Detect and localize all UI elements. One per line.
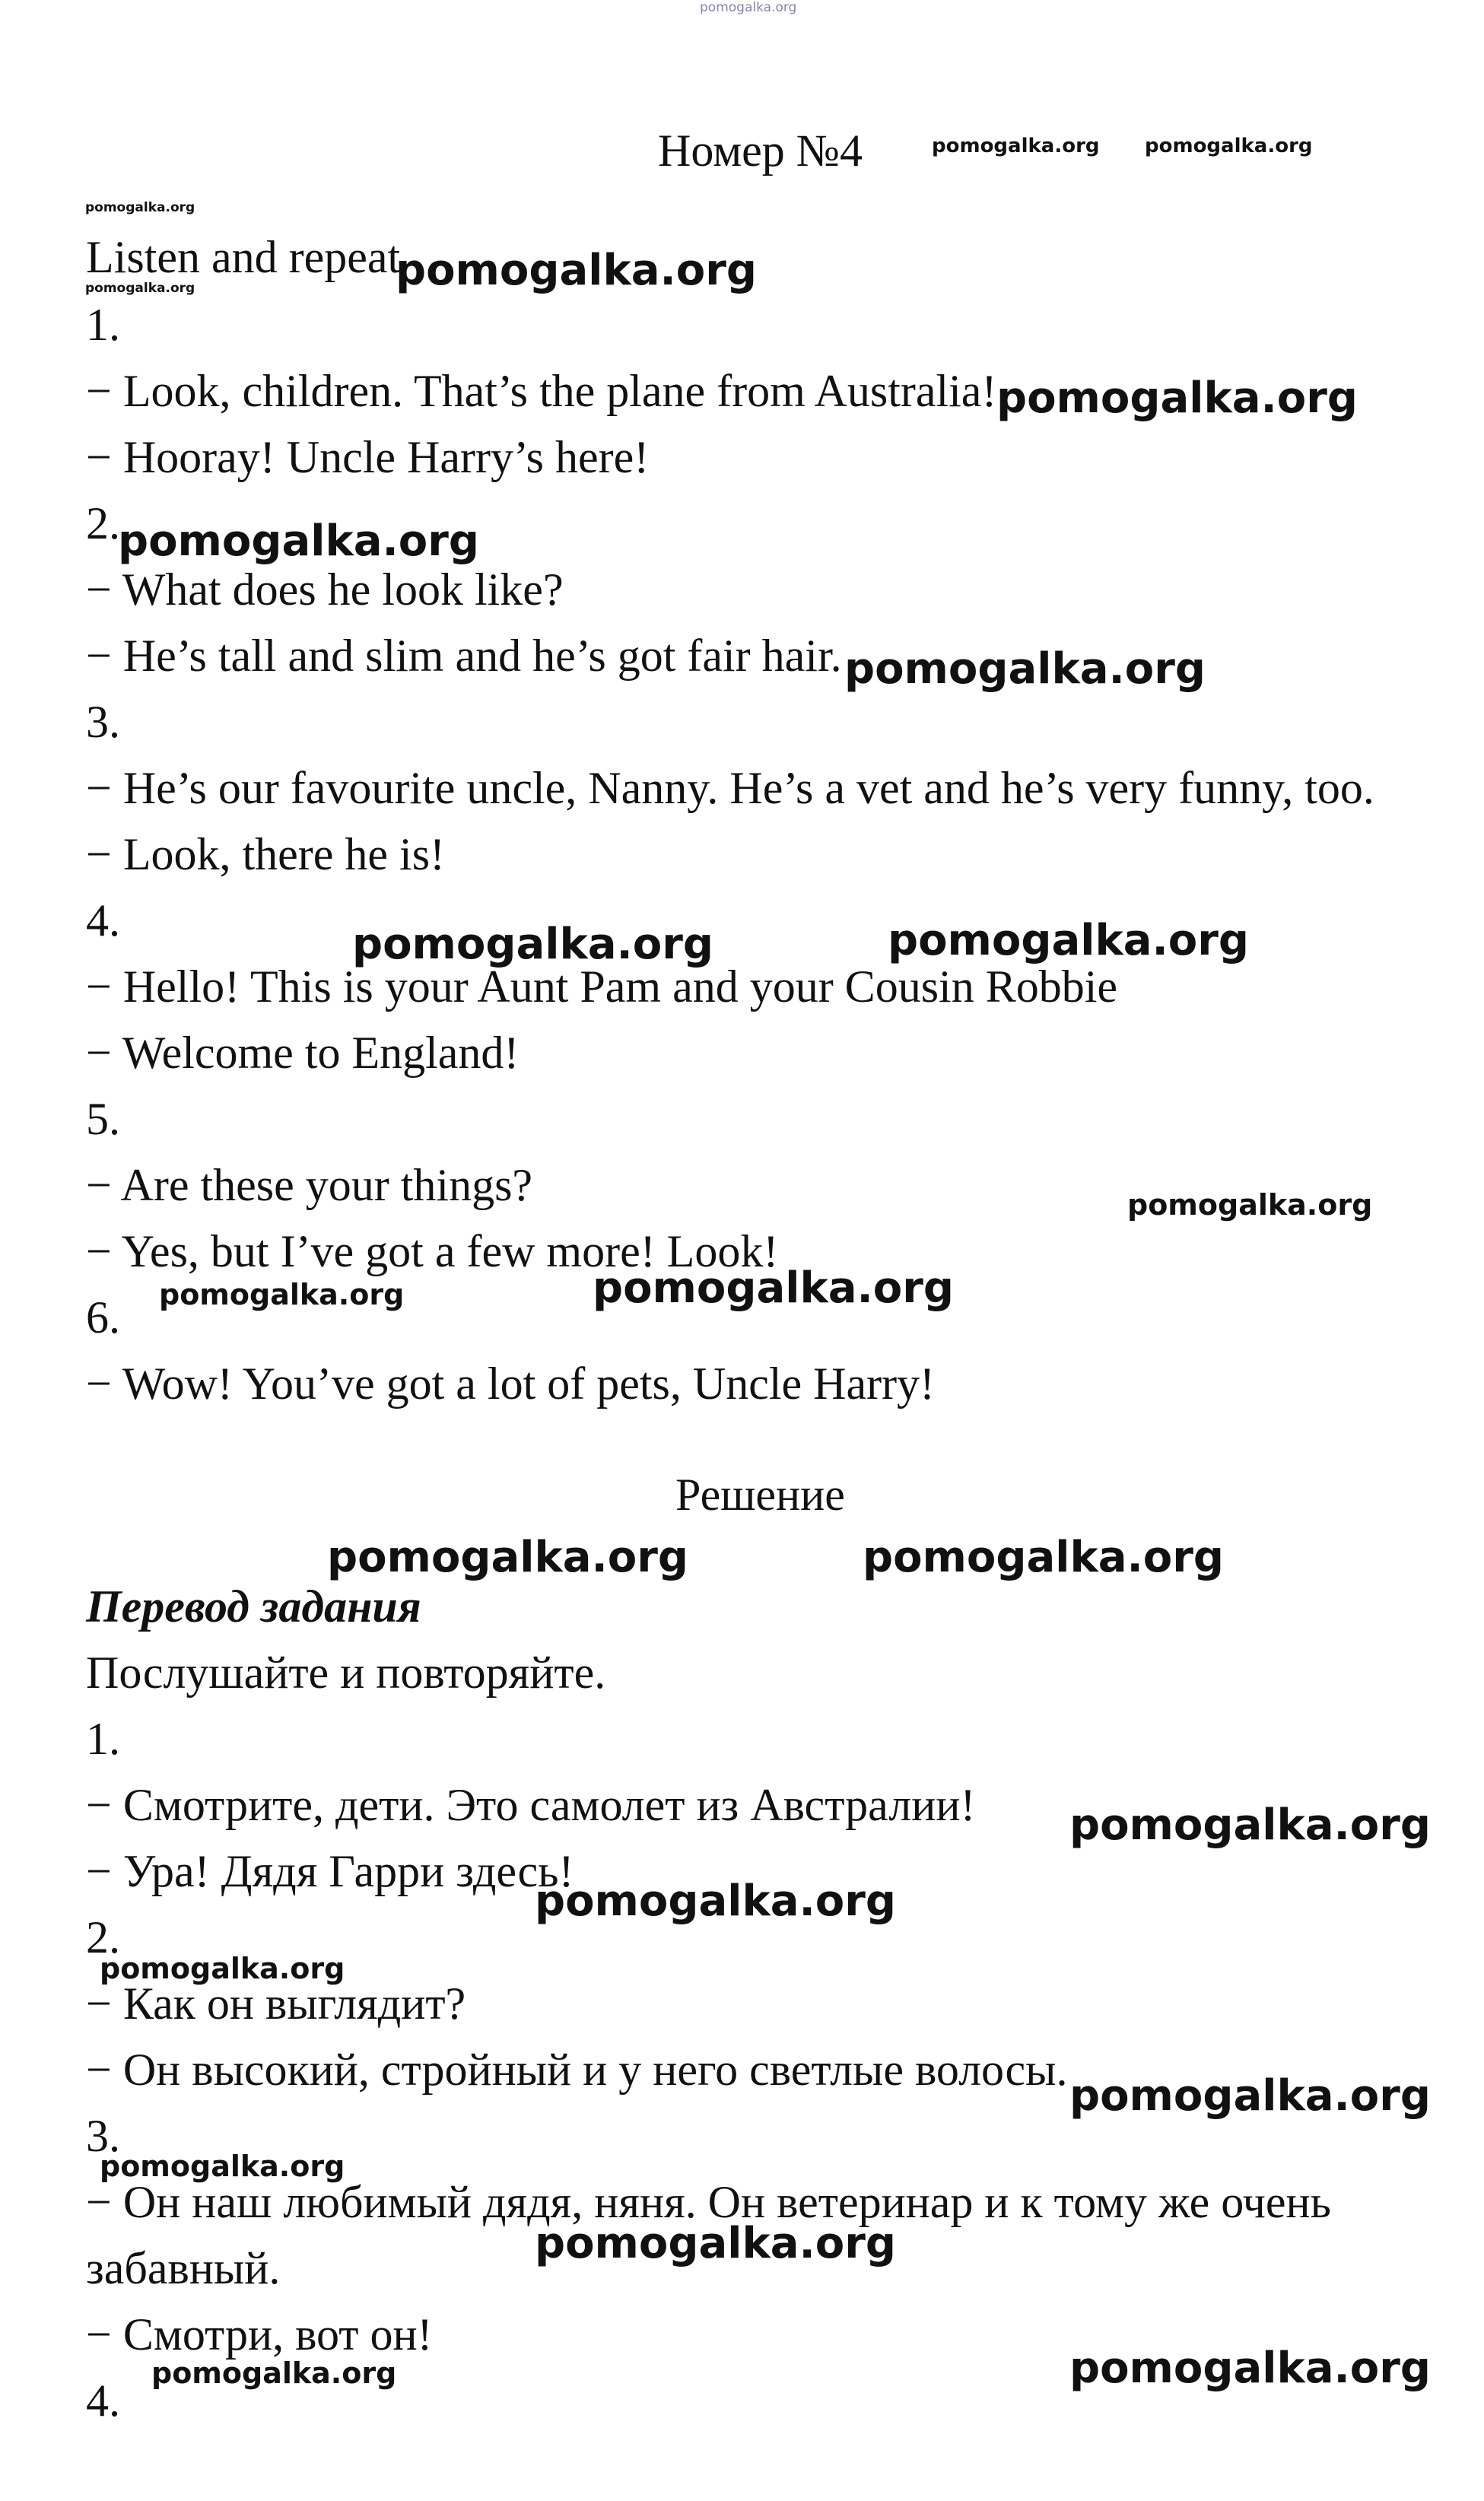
task-title: Номер №4 (658, 126, 863, 176)
watermark: pomogalka.org (863, 1533, 1224, 1582)
watermark: pomogalka.org (327, 1533, 688, 1582)
task-line: − Wow! You’ve got a lot of pets, Uncle Harry! (86, 1359, 936, 1409)
task-line: − Are these your things? (86, 1160, 533, 1210)
task-line: − Look, there he is! (86, 829, 446, 879)
task-line: − He’s our favourite uncle, Nanny. He’s a vet and he’s very funny, too. (86, 763, 1374, 813)
watermark: pomogalka.org (535, 2219, 896, 2268)
solution-line: 2. (86, 1912, 120, 1962)
task-line: 1. (86, 300, 120, 350)
watermark: pomogalka.org (593, 1263, 954, 1313)
task-line: − Hooray! Uncle Harry’s here! (86, 432, 650, 482)
watermark: pomogalka.org (1069, 1800, 1431, 1850)
task-line: − Hello! This is your Aunt Pam and your Cousin Robbie (86, 961, 1118, 1012)
watermark: pomogalka.org (396, 246, 757, 295)
solution-line: 1. (86, 1714, 120, 1764)
task-line: 2. (86, 498, 120, 548)
watermark: pomogalka.org (85, 200, 195, 215)
watermark: pomogalka.org (1069, 2344, 1431, 2393)
task-line: 3. (86, 697, 120, 747)
solution-line: 3. (86, 2111, 120, 2161)
solution-line: 4. (86, 2375, 120, 2426)
watermark: pomogalka.org (844, 644, 1206, 694)
solution-title: Решение (675, 1470, 845, 1520)
task-line: − Look, children. That’s the plane from Australia! (86, 366, 997, 416)
task-line: 6. (86, 1292, 120, 1343)
watermark: pomogalka.org (888, 916, 1249, 965)
watermark: pomogalka.org (100, 1952, 345, 1985)
watermark: pomogalka.org (85, 281, 195, 296)
watermark: pomogalka.org (100, 2150, 345, 2183)
solution-line: − Он наш любимый дядя, няня. Он ветеринар и к тому же очень (86, 2177, 1331, 2227)
watermark: pomogalka.org (1069, 2071, 1431, 2121)
watermark: pomogalka.org (535, 1877, 896, 1926)
watermark: pomogalka.org (996, 373, 1358, 423)
solution-line: забавный. (86, 2243, 281, 2293)
solution-line: − Ура! Дядя Гарри здесь! (86, 1846, 574, 1896)
task-line: 4. (86, 895, 120, 945)
watermark: pomogalka.org (159, 1278, 405, 1311)
watermark: pomogalka.org (151, 2356, 397, 2390)
watermark: pomogalka.org (700, 0, 797, 15)
watermark: pomogalka.org (932, 135, 1100, 157)
solution-line: − Смотри, вот он! (86, 2309, 433, 2360)
task-line: − Yes, but I’ve got a few more! Look! (86, 1226, 779, 1276)
task-instruction: Listen and repeat (86, 232, 401, 282)
solution-line: − Смотрите, дети. Это самолет из Австралии! (86, 1780, 976, 1830)
watermark: pomogalka.org (118, 516, 479, 566)
solution-line: Послушайте и повторяйте. (86, 1648, 606, 1698)
solution-line: − Как он выглядит? (86, 1978, 466, 2029)
watermark: pomogalka.org (352, 920, 713, 969)
solution-line: − Он высокий, стройный и у него светлые волосы. (86, 2045, 1068, 2095)
task-line: − What does he look like? (86, 564, 564, 615)
solution-subtitle: Перевод задания (86, 1581, 421, 1632)
task-line: 5. (86, 1094, 120, 1144)
watermark: pomogalka.org (1145, 135, 1313, 157)
task-line: − Welcome to England! (86, 1028, 520, 1078)
watermark: pomogalka.org (1127, 1188, 1373, 1222)
task-line: − He’s tall and slim and he’s got fair hair. (86, 631, 842, 681)
